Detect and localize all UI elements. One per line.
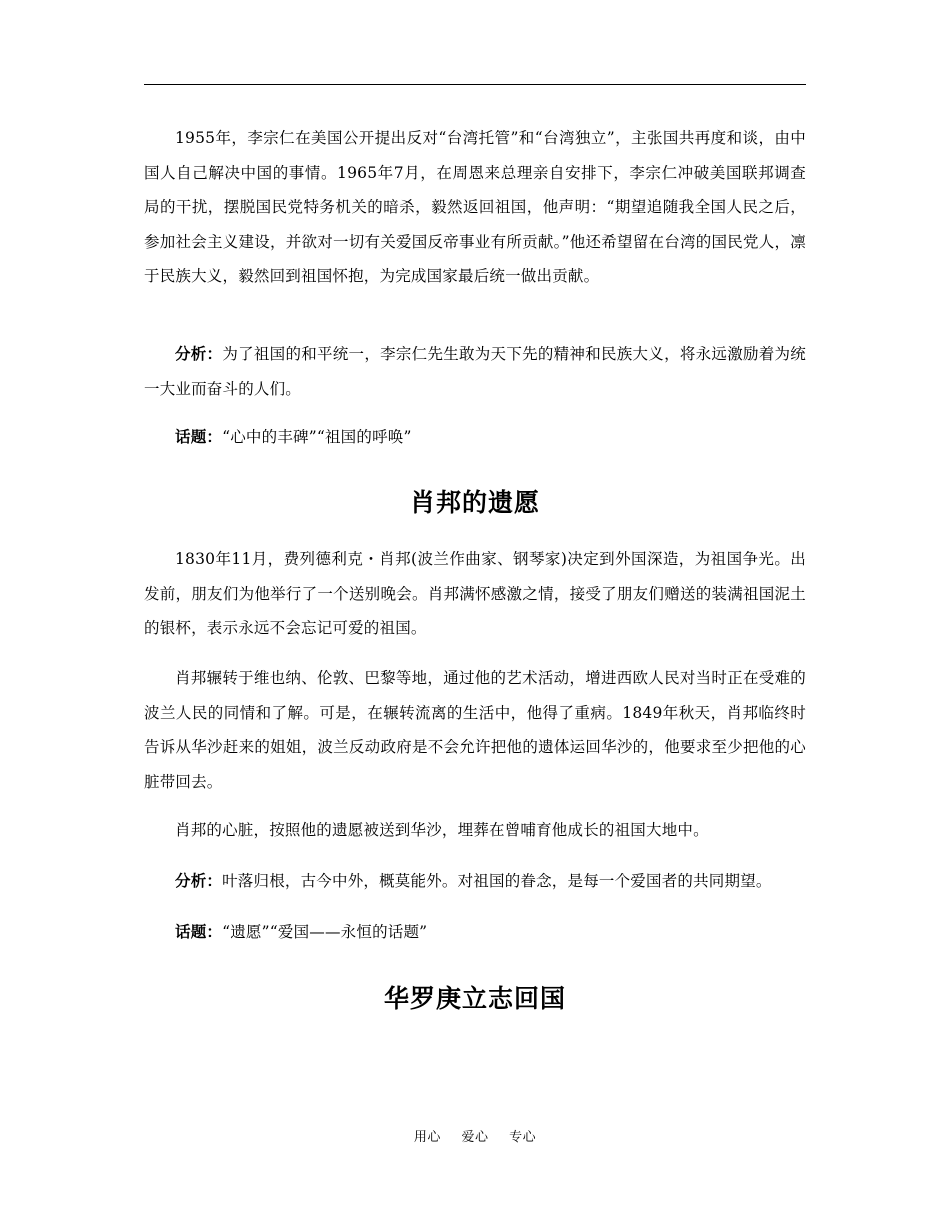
header-rule [144,84,806,85]
paragraph: 1955年，李宗仁在美国公开提出反对“台湾托管”和“台湾独立”，主张国共再度和谈，由中国人自己解决中国的事情。1965年7月，在周恩来总理亲自安排下，李宗仁冲破美国联邦调查局的干扰，摆脱国民党特务机关的暗杀，毅然返回祖国，他声明：“期望追随我全国人民之后，参加社会主义建设，并欲对一切有关爱国反帝事业有所贡献。”他还希望留在台湾的国民党人，凛于民族大义，毅然回到祖国怀抱，为完成国家最后统一做出贡献。 [144,129,806,285]
paragraph: 肖邦辗转于维也纳、伦敦、巴黎等地，通过他的艺术活动，增进西欧人民对当时正在受难的波兰人民的同情和了解。可是，在辗转流离的生活中，他得了重病。1849年秋天，肖邦临终时告诉从华沙赶来的姐姐，波兰反动政府是不会允许把他的遗体运回华沙的，他要求至少把他的心脏带回去。 [144,669,806,791]
page-footer [0,1126,950,1145]
topic-text: “遗愿”“爱国——永恒的话题” [222,923,428,941]
analysis-text: 叶落归根，古今中外，概莫能外。对祖国的眷念，是每一个爱国者的共同期望。 [222,872,772,890]
analysis-paragraph [144,864,806,899]
footer-word: 用心 [413,1130,441,1145]
footer-word: 专心 [509,1130,537,1145]
paragraph: 肖邦的心脏，按照他的遗愿被送到华沙，埋葬在曾哺育他成长的祖国大地中。 [175,821,709,839]
paragraph: 1830年11月，费列德利克・肖邦(波兰作曲家、钢琴家)决定到外国深造，为祖国争光。出发前，朋友们为他举行了一个送别晚会。肖邦满怀感激之情，接受了朋友们赠送的装满祖国泥土的银杯，表示永远不会忘记可爱的祖国。 [144,550,806,637]
section-title: 华罗庚立志回国 [383,984,566,1013]
analysis-label: 分析： [175,872,223,890]
section-title: 肖邦的遗愿 [409,488,540,517]
analysis-paragraph [144,337,806,406]
topic-paragraph [144,420,806,455]
topic-text: “心中的丰碑”“祖国的呼唤” [222,428,412,446]
topic-label: 话题： [175,923,223,941]
topic-label: 话题： [175,428,223,446]
topic-paragraph [144,915,806,950]
analysis-label: 分析： [175,345,223,363]
footer-word: 爱心 [461,1130,489,1145]
analysis-text: 为了祖国的和平统一，李宗仁先生敢为天下先的精神和民族大义，将永远激励着为统一大业而奋斗的人们。 [144,345,807,398]
